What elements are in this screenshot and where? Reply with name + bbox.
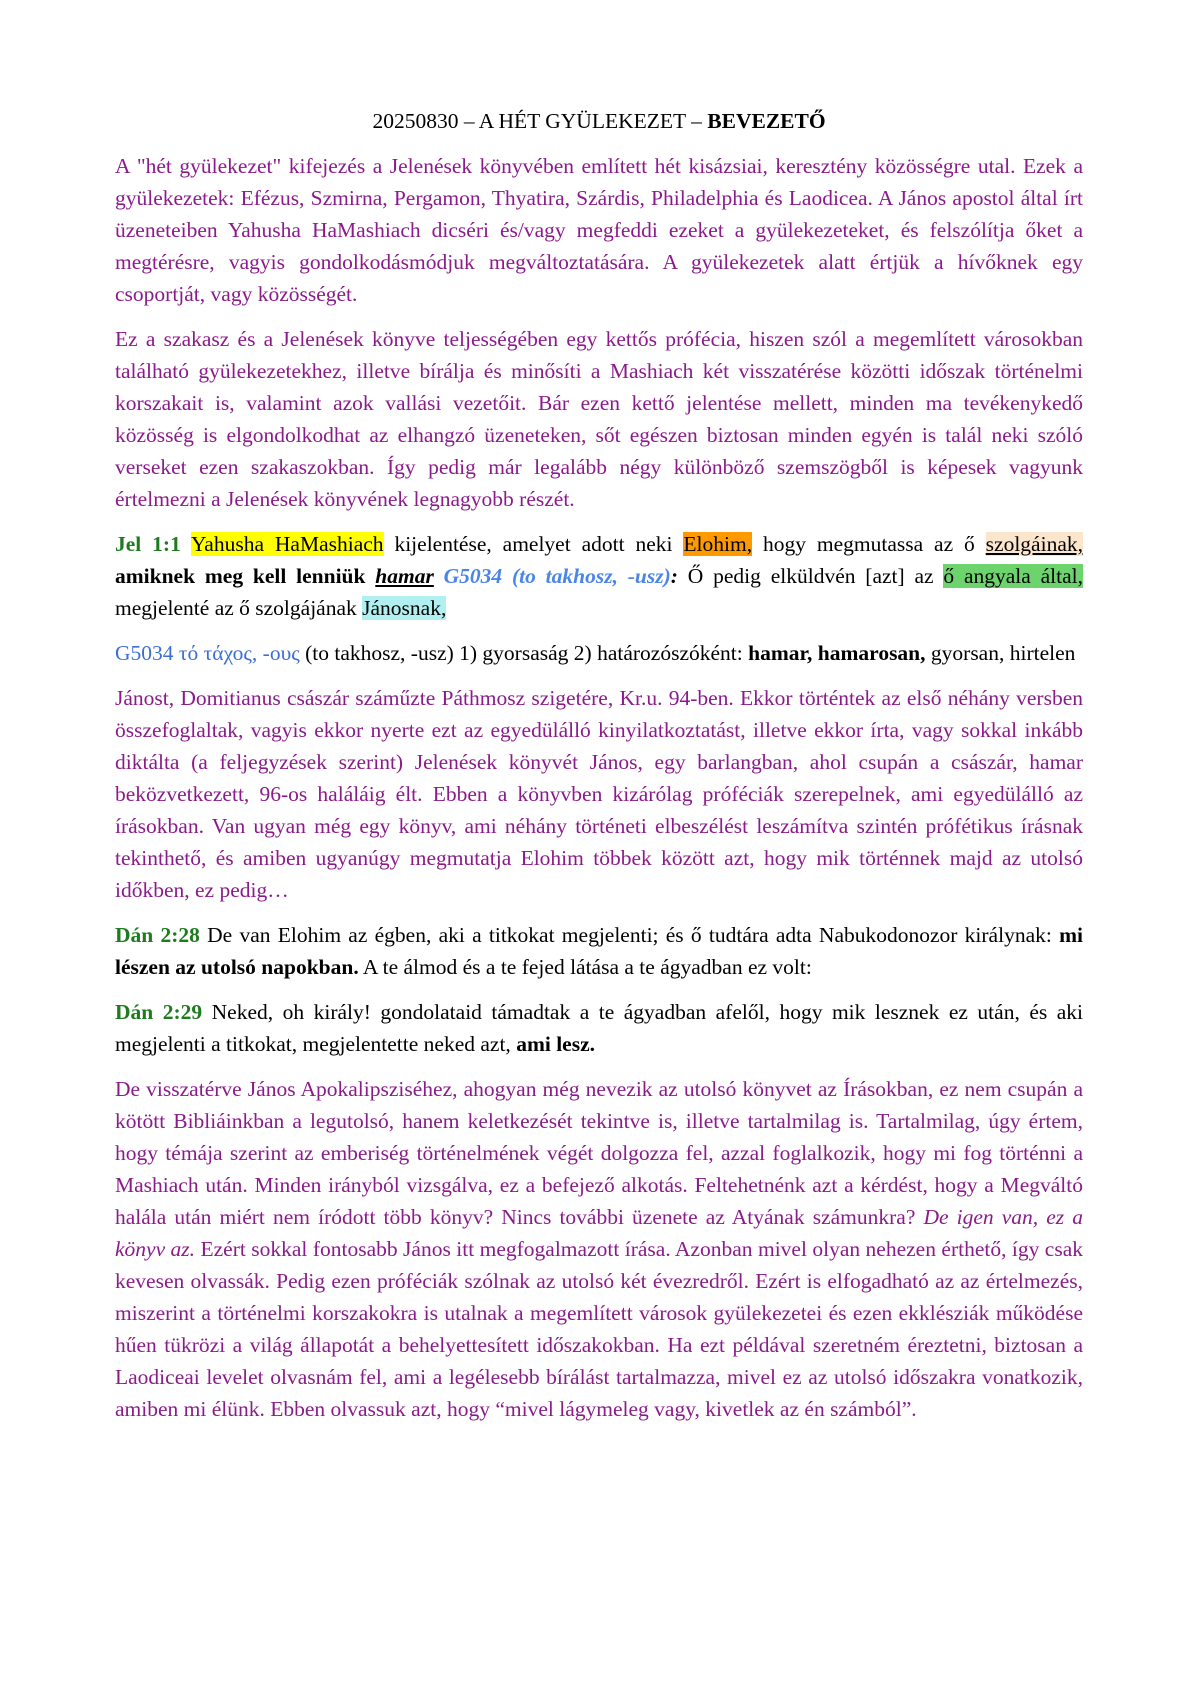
patmos-paragraph: Jánost, Domitianus császár száműzte Páthmosz szigetére, Kr.u. 94-ben. Ekkor történtek az első néhány versben összefoglaltak, vagyis ekkor nyerte ezt az egyedülálló kinyilatkoztatást, illetve ekkor írta, vagy sokkal inkább diktálta (a feljegyzések szerint) Jelenések könyvét János, egy barlangban, ahol csupán a császár, hamar beközvetkezett, 96-os haláláig élt. Ebben a könyvben kizárólag próféciák szerepelnek, ami egyedülálló az írásokban. Van ugyan még egy könyv, ami néhány történeti elbeszélést leszámítva szintén prófétikus írásnak tekinthető, és amiben ugyanúgy megmutatja Elohim többek között azt, hogy mik történnek majd az utolsó időkben, ez pedig…	[115, 686, 1083, 902]
verse-colon: :	[670, 564, 678, 588]
highlight-janosnak: Jánosnak,	[362, 596, 447, 620]
title-prefix: 20250830 – A HÉT GYÜLEKEZET –	[372, 109, 708, 133]
verse-text: Neked, oh király! gondolataid támadtak a te ágyadban afelől, hogy mik lesznek ez után, és aki megjelenti a titkokat, megjelentette neked azt,	[115, 1000, 1083, 1056]
verse-text: Ő pedig elküldvén [azt] az	[677, 564, 944, 588]
document-title	[115, 105, 1083, 137]
verse-bold-text: amiknek meg kell lenniük	[115, 564, 376, 588]
word-hamar: hamar	[375, 564, 434, 588]
verse-text: kijelentése, amelyet adott neki	[383, 532, 684, 556]
paragraph-italic: De igen van, ez a könyv az.	[115, 1205, 1083, 1261]
verse-dan-2-28	[115, 919, 1083, 983]
highlight-elohim: Elohim,	[683, 532, 753, 556]
highlight-szolgainak: szolgáinak,	[985, 532, 1083, 556]
definition-bold: hamar, hamarosan,	[748, 641, 926, 665]
paragraph-text: De visszatérve János Apokalipsziséhez, ahogyan még nevezik az utolsó könyvet az Írásokban, ez nem csupán a kötött Bibliáinkban a legutolsó, hanem keletkezését tekintve is, illetve tartalmilag is. Tartalmilag, úgy értem, hogy témája szerint az emberiség történelmének végét dolgozza fel, azzal foglalkozik, hogy mi fog történni a Mashiach után. Minden irányból vizsgálva, ez a befejező alkotás. Feltehetnénk azt a kérdést, hogy a Megváltó halála után miért nem íródott több könyv? Nincs további üzenete az Atyának számunkra?	[115, 1077, 1083, 1229]
verse-text: hogy megmutassa az ő	[752, 532, 986, 556]
prophecy-paragraph: Ez a szakasz és a Jelenések könyve teljességében egy kettős prófécia, hiszen szól a megemlített városokban található gyülekezetekhez, illetve bírálja és minősíti a Mashiach két visszatérése közötti időszak történelmi korszakait is, valamint azok vallási vezetőit. Bár ezen kettő jelentése mellett, minden ma tevékenykedő közösség is elgondolkodhat az elhangzó üzeneteken, sőt egészen biztosan minden egyén is talál neki szóló verseket ezen szakaszokban. Így pedig már legalább négy különböző szemszögből is képesek vagyunk értelmezni a Jelenések könyvének legnagyobb részét.	[115, 327, 1083, 511]
definition-text: gyorsan, hirtelen	[925, 641, 1076, 665]
verse-dan-2-29	[115, 996, 1083, 1060]
document-page	[115, 105, 1083, 1438]
verse-ref: Dán 2:28	[115, 923, 200, 947]
highlight-yahusha: Yahusha HaMashiach	[190, 532, 384, 556]
verse-bold-text: ami lesz.	[516, 1032, 595, 1056]
verse-text: De van Elohim az égben, aki a titkokat megjelenti; és ő tudtára adta Nabukodonozor királynak:	[199, 923, 1060, 947]
strong-definition	[115, 637, 1083, 669]
paragraph-text: Ezért sokkal fontosabb János itt megfogalmazott írása. Azonban mivel olyan nehezen érthető, így csak kevesen olvassák. Pedig ezen próféciák szólnak az utolsó két évezredről. Ezért is elfogadható az az értelmezés, miszerint a történelmi korszakokra is utalnak a megemlített városok gyülekezetei és ezen ekklésziák működése hűen tükrözi a világ állapotát a behelyettesített időszakokban. Ha ezt példával szeretném éreztetni, biztosan a Laodiceai levelet olvasnám fel, ami a legélesebb bírálást tartalmazza, mivel ez az utolsó időszakra vonatkozik, amiben mi élünk. Ebben olvassuk azt, hogy “mivel lágymeleg vagy, kivetlek az én számból”.	[115, 1237, 1084, 1421]
apocalypse-paragraph	[115, 1073, 1083, 1425]
verse-text: A te álmod és a te fejed látása a te ágyadban ez volt:	[358, 955, 812, 979]
verse-bold-text: mi lészen az utolsó napokban.	[115, 923, 1083, 979]
strong-code: G5034	[115, 641, 174, 665]
verse-text: megjelenté az ő szolgájának	[115, 596, 363, 620]
verse-jel-1-1	[115, 528, 1083, 624]
highlight-angyala: ő angyala által,	[943, 564, 1083, 588]
verse-ref: Jel 1:1	[115, 532, 181, 556]
verse-ref: Dán 2:29	[115, 1000, 203, 1024]
title-bold: BEVEZETŐ	[707, 109, 826, 133]
strong-reference: G5034 (to takhosz, -usz)	[433, 564, 671, 588]
definition-text: (to takhosz, -usz) 1) gyorsaság 2) határozószóként:	[299, 641, 749, 665]
intro-paragraph: A "hét gyülekezet" kifejezés a Jelenések könyvében említett hét kisázsiai, keresztény közösségre utal. Ezek a gyülekezetek: Efézus, Szmirna, Pergamon, Thyatira, Szárdis, Philadelphia és Laodicea. A János apostol által írt üzeneteiben Yahusha HaMashiach dicséri és/vagy megfeddi ezeket a gyülekezeteket, és felszólítja őket a megtérésre, vagyis gondolkodásmódjuk megváltoztatására. A gyülekezetek alatt értjük a hívőknek egy csoportját, vagy közösségét.	[115, 154, 1083, 306]
greek-word: τό τάχος, -ους	[173, 641, 300, 665]
